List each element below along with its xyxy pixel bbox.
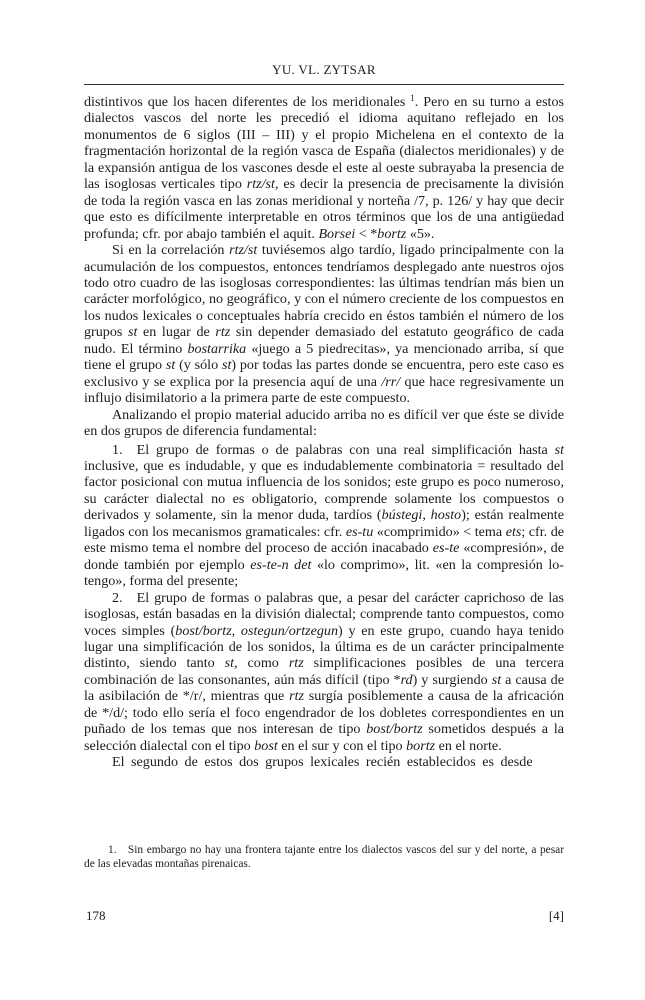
- text-run: simplificaciones posibles de una tercera combinación de las consonantes, aún más difícil (tipo *: [84, 655, 565, 688]
- text-run: en lugar de: [137, 324, 216, 341]
- italic-term: rtz: [215, 324, 231, 341]
- text-run: sometidos después a la selección dialectal con el tipo: [84, 721, 564, 754]
- footnote-marker: 1: [410, 93, 415, 103]
- italic-term: rtz/st: [229, 242, 258, 259]
- text-run: , como: [234, 655, 289, 672]
- italic-term: rd: [400, 671, 413, 688]
- running-head: YU. VL. ZYTSAR: [272, 62, 376, 77]
- text-run: El segundo de estos dos grupos lexicales recién establecidos es desde: [112, 754, 533, 771]
- list-item: [84, 590, 564, 755]
- footnote: 1. Sin embargo no hay una frontera tajante entre los dialectos vascos del sur y del norte, a pesar de las elevadas montañas pirenaicas.: [84, 844, 564, 870]
- footnotes: [84, 843, 564, 871]
- italic-term: bost/bortz, ostegun/ortzegun: [175, 622, 339, 639]
- section-number: [4]: [548, 908, 564, 923]
- text-run: distintivos que los hacen diferentes de los meridionales: [84, 94, 411, 110]
- italic-term: bost: [254, 737, 278, 754]
- paragraph: [84, 754, 564, 770]
- text-run: ) por todas las partes donde se encuentra, pero este caso es exclusivo y se explica por la presencia aquí de una: [84, 357, 565, 390]
- text-run: «juego a 5 piedrecitas», ya mencionado arriba, sí que tiene el grupo: [84, 340, 564, 374]
- text-run: «5».: [406, 225, 435, 242]
- text-run: (y sólo: [175, 357, 222, 374]
- text-run: que hace regresivamente un influjo disimilatorio a la primera parte de este compuesto.: [84, 373, 565, 407]
- italic-term: es-te-n det: [250, 556, 312, 573]
- text-run: tuviésemos algo tardío, ligado principalmente con la acumulación de los compuestos, entonces tendríamos desplegado ante nuestros ojos todo otro cuadro de las isoglosas correspondientes: las últimas tendrían más bien un carácter morfológico, no geográfico, y con el número creciente de los compuestos en los nudos lexicales o conceptuales habría crecido en éstos también el número de los grupos: [84, 242, 564, 341]
- italic-term: bost/bortz: [366, 721, 423, 738]
- text-run: sin depender demasiado del estatuto geográfico de cada nudo. El término: [84, 324, 564, 357]
- text-run: en el norte.: [435, 737, 502, 754]
- list-item: [84, 442, 564, 590]
- text-run: en el sur y con el tipo: [277, 737, 407, 754]
- text-run: . Pero en su turno a estos dialectos vascos del norte les precedió el idioma aquitano reflejado en los monumentos de 6 siglos (III – III) y el propio Michelena en el contexto de la fragmentación horizontal de la región vasca de España (dialectos meridionales) y de la expansión antigua de los vascones desde el este al oeste subrayaba la presencia de las isoglosas verticales tipo: [84, 94, 564, 193]
- text-run: ; cfr. de este mismo tema el nombre del proceso de acción inacabado: [84, 523, 564, 557]
- text-run: a causa de la asibilación de */r/, mientras que: [84, 671, 564, 705]
- text-run: 1. El grupo de formas o de palabras con una real simplificación hasta: [112, 441, 555, 458]
- text-run: , es decir la presencia de precisamente la división de toda la región vasca en las zonas meridional y norteña /7, p. 126/ y hay que decir que esto es difícilmente interpretable en otros términos que los de una antigüedad profunda; cfr. por abajo también el aquit.: [84, 176, 564, 242]
- italic-term: bortz: [377, 225, 407, 242]
- italic-term: rtz: [288, 655, 304, 672]
- italic-term: rtz/st: [246, 176, 275, 193]
- text-run: «lo comprimo», lit. «en la compresión lo-tengo», forma del presente;: [84, 556, 564, 590]
- body-text: [84, 94, 564, 771]
- italic-term: /rr/: [381, 373, 401, 390]
- italic-term: bortz: [406, 737, 436, 754]
- text-run: < *: [355, 225, 378, 242]
- italic-term: st: [127, 324, 138, 341]
- text-run: «compresión», de donde también por ejemplo: [84, 540, 564, 573]
- paragraph: [84, 94, 564, 242]
- text-run: Si en la correlación: [112, 242, 230, 259]
- italic-term: rtz: [289, 688, 304, 705]
- italic-term: bostarrika: [187, 340, 247, 357]
- header-rule: [84, 84, 564, 85]
- italic-term: bústegi, hosto: [381, 507, 462, 524]
- text-run: ); están realmente ligados con los mecanismos gramaticales: cfr.: [84, 507, 564, 540]
- page-number: 178: [86, 908, 106, 923]
- text-run: Analizando el propio material aducido arriba no es difícil ver que éste se divide en dos grupos de diferencia fundamental:: [84, 406, 564, 440]
- paragraph: [84, 242, 564, 407]
- text-run: surgía posiblemente a causa de la africación de */d/; todo ello sería el foco engendrador de los dobletes correspondientes en un puñado de los temas que nos interesan de tipo: [84, 688, 564, 738]
- italic-term: st: [224, 655, 235, 672]
- italic-term: st: [554, 441, 564, 458]
- paragraph: [84, 407, 564, 440]
- italic-term: st: [221, 357, 232, 374]
- italic-term: es-te: [432, 540, 460, 557]
- text-run: 2. El grupo de formas o palabras que, a pesar del carácter caprichoso de las isoglosas, están basadas en la división dialectal; comprende tanto compuestos, como voces simples (: [84, 589, 564, 639]
- italic-term: st: [491, 671, 502, 688]
- text-run: ) y surgiendo: [412, 671, 492, 688]
- text-run: inclusive, que es indudable, y que es indudablemente combinatoria = resultado del factor posicional con mutua influencia de los sonidos; este grupo es poco numeroso, su carácter dialectal no es obligatorio, comprende solamente los compuestos o derivados y solamente, sin la menor duda, tardíos (: [84, 457, 564, 524]
- italic-term: ets: [505, 523, 522, 540]
- italic-term: Borsei: [318, 225, 356, 242]
- text-run: ) y en este grupo, cuando haya tenido lugar una simplificación de los sonidos, la última es de un carácter principalmente distinto, siendo tanto: [84, 622, 564, 672]
- text-run: «comprimido» < tema: [373, 523, 506, 540]
- italic-term: es-tu: [345, 523, 374, 540]
- italic-term: st: [165, 357, 176, 374]
